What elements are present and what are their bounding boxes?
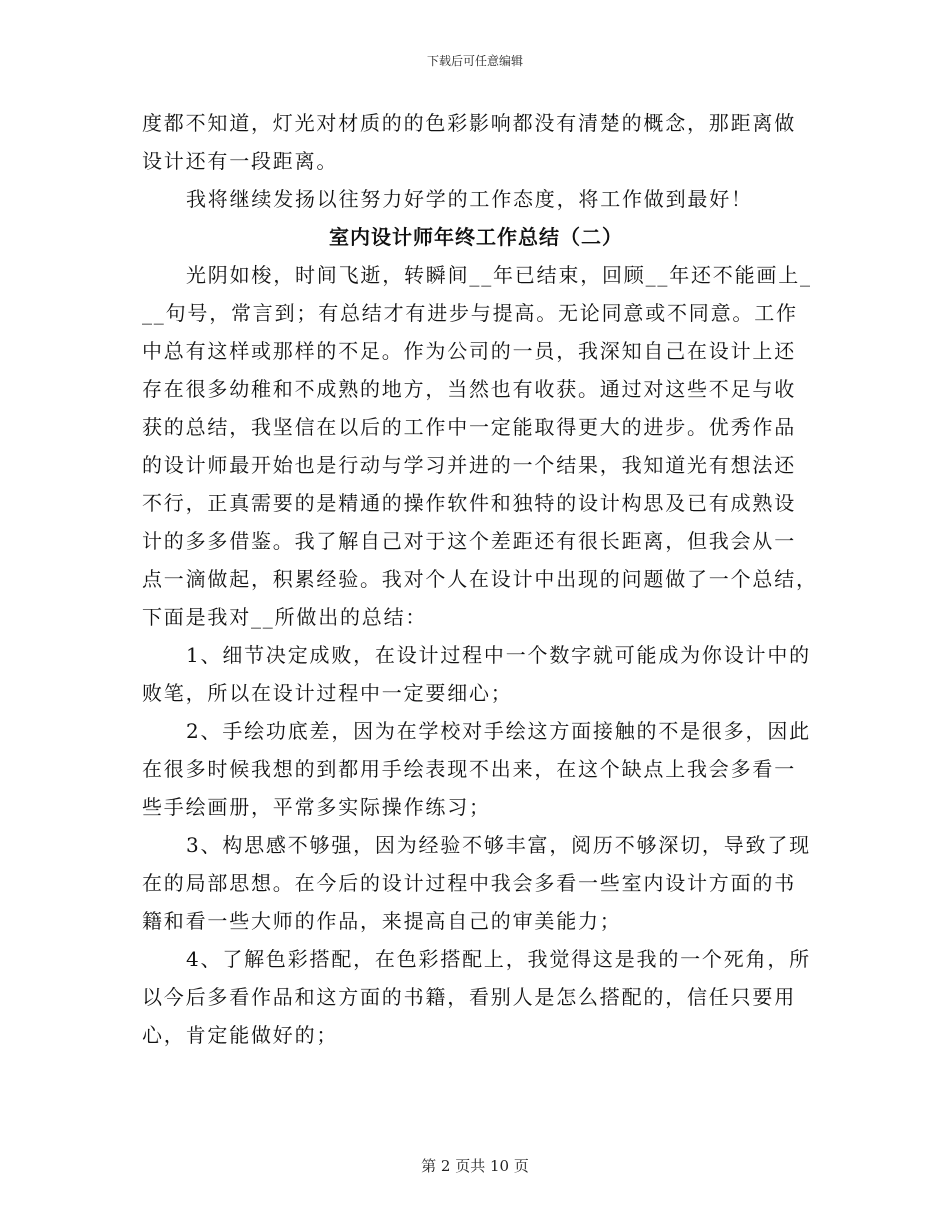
body-line: 计的多多借鉴。我了解自己对于这个差距还有很长距离，但我会从一 bbox=[142, 529, 796, 553]
body-line: 不行，正真需要的是精通的操作软件和独特的设计构思及已有成熟设 bbox=[142, 491, 796, 515]
list-item-line: 心，肯定能做好的； bbox=[142, 1023, 339, 1047]
list-item-line: 在的局部思想。在今后的设计过程中我会多看一些室内设计方面的书 bbox=[142, 871, 796, 895]
list-item-line: 败笔，所以在设计过程中一定要细心； bbox=[142, 681, 513, 705]
section-title: 室内设计师年终工作总结（二） bbox=[329, 225, 623, 249]
list-item-line: 4、了解色彩搭配，在色彩搭配上，我觉得这是我的一个死角，所 bbox=[186, 947, 811, 971]
list-item-line: 在很多时候我想的到都用手绘表现不出来，在这个缺点上我会多看一 bbox=[142, 757, 796, 781]
body-line: 中总有这样或那样的不足。作为公司的一员，我深知自己在设计上还 bbox=[142, 339, 796, 363]
body-line: 的设计师最开始也是行动与学习并进的一个结果，我知道光有想法还 bbox=[142, 453, 796, 477]
list-item-line: 2、手绘功底差，因为在学校对手绘这方面接触的不是很多，因此 bbox=[186, 719, 811, 743]
body-line: 设计还有一段距离。 bbox=[142, 149, 339, 173]
body-line: 度都不知道，灯光对材质的的色彩影响都没有清楚的概念，那距离做 bbox=[142, 111, 796, 135]
list-item-line: 籍和看一些大师的作品，来提高自己的审美能力； bbox=[142, 909, 622, 933]
body-line: 点一滴做起，积累经验。我对个人在设计中出现的问题做了一个总结， bbox=[142, 567, 818, 591]
body-line: 下面是我对__所做出的总结： bbox=[142, 605, 428, 629]
body-line: 获的总结，我坚信在以后的工作中一定能取得更大的进步。优秀作品 bbox=[142, 415, 796, 439]
page-number: 第 2 页共 10 页 bbox=[421, 1157, 529, 1175]
body-line: 存在很多幼稚和不成熟的地方，当然也有收获。通过对这些不足与收 bbox=[142, 377, 796, 401]
list-item-line: 3、构思感不够强，因为经验不够丰富，阅历不够深切，导致了现 bbox=[186, 833, 811, 857]
body-line: 光阴如梭，时间飞逝，转瞬间__年已结束，回顾__年还不能画上_ bbox=[186, 263, 812, 287]
document-body bbox=[142, 104, 818, 1054]
list-item-line: 以今后多看作品和这方面的书籍，看别人是怎么搭配的，信任只要用 bbox=[142, 985, 796, 1009]
page-header-note: 下载后可任意编辑 bbox=[426, 54, 523, 68]
list-item-line: 些手绘画册，平常多实际操作练习； bbox=[142, 795, 491, 819]
list-item-line: 1、细节决定成败，在设计过程中一个数字就可能成为你设计中的 bbox=[186, 643, 811, 667]
body-line: __句号，常言到；有总结才有进步与提高。无论同意或不同意。工作 bbox=[142, 301, 798, 325]
body-line: 我将继续发扬以往努力好学的工作态度，将工作做到最好！ bbox=[186, 187, 753, 211]
